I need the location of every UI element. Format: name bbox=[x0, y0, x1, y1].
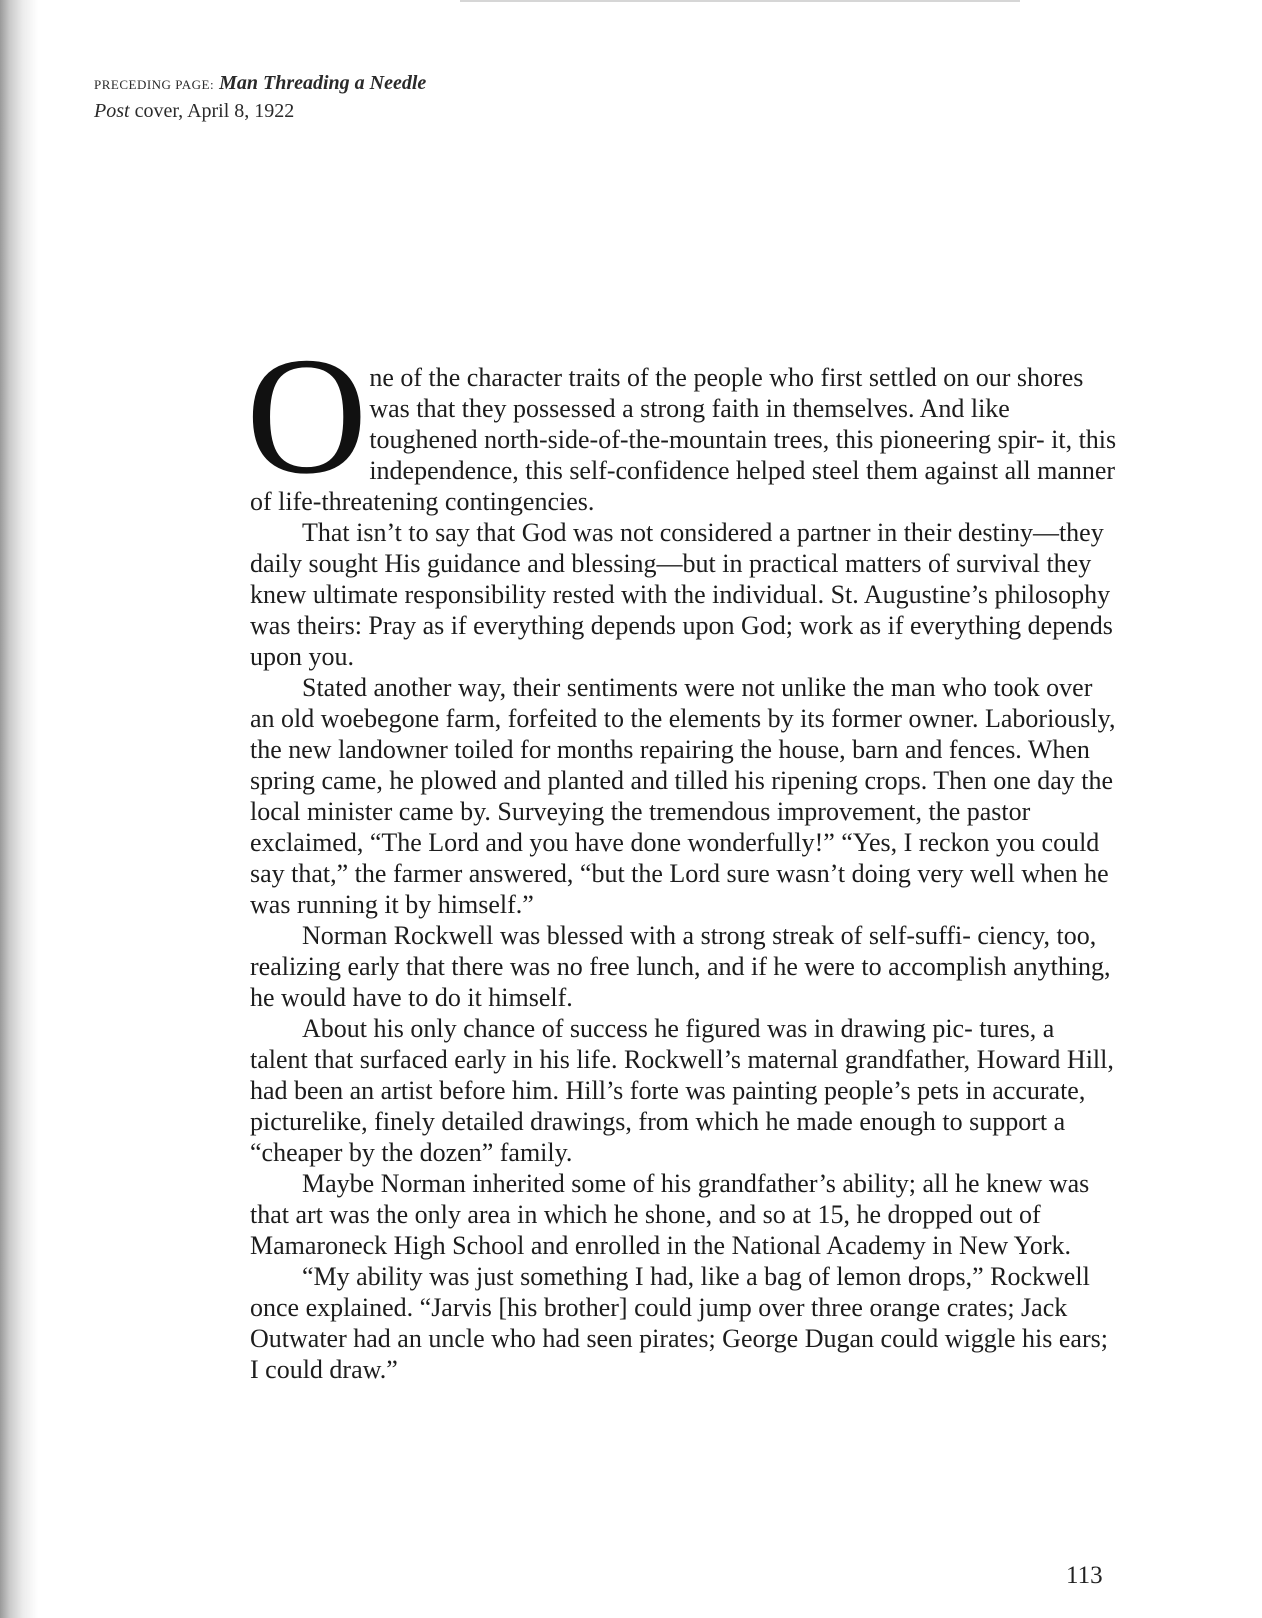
caption-publication: Post bbox=[94, 100, 130, 122]
dropcap-spacer bbox=[250, 284, 1118, 362]
paragraph-7: “My ability was just something I had, like a bag of lemon drops,” Rockwell once explained. “Jarvis [his brother] could jump over three orange crates; Jack Outwater had an uncle who had seen pirates; George Dugan could wiggle his ears; I could draw.” bbox=[250, 1262, 1108, 1384]
paragraph-5: About his only chance of success he figured was in drawing pic- tures, a talent that surfaced early in his life. Rockwell’s maternal grandfather, Howard Hill, had been an artist before him. Hill’s forte was painting people’s pets in accurate, picturelike, finely detailed drawings, from which he made enough to support a “cheaper by the dozen” family. bbox=[250, 1014, 1114, 1167]
caption-line-1 bbox=[94, 70, 426, 98]
top-edge-rule bbox=[460, 0, 1020, 2]
paragraph-4: Norman Rockwell was blessed with a strong streak of self-suffi- ciency, too, realizing early that there was no free lunch, and if he were to accomplish anything, he would have to do it himself. bbox=[250, 921, 1111, 1012]
paragraph-6: Maybe Norman inherited some of his grandfather’s ability; all he knew was that art was the only area in which he shone, and so at 15, he dropped out of Mamaroneck High School and enrolled in the National Academy in New York. bbox=[250, 1169, 1090, 1260]
binding-gutter-shadow bbox=[0, 0, 38, 1618]
caption-title: Man Threading a Needle bbox=[219, 72, 427, 94]
paragraph-2: That isn’t to say that God was not considered a partner in their destiny—they daily sought His guidance and blessing—but in practical matters of survival they knew ultimate responsibility rested with the individual. St. Augustine’s philosophy was theirs: Pray as if everything depends upon God; work as if everything depends upon you. bbox=[250, 518, 1113, 671]
article-body bbox=[246, 284, 1118, 1385]
image-caption bbox=[94, 70, 426, 124]
paragraph-1: ne of the character traits of the people who first settled on our shores was that they possessed a strong faith in themselves. And like toughened north-side-of-the-mountain trees, this pioneering spir- it, this independence, this self-confidence helped steel them against all manner of life-threatening contingencies. bbox=[250, 363, 1117, 516]
page-number: 113 bbox=[1066, 1562, 1103, 1589]
paragraph-3: Stated another way, their sentiments were not unlike the man who took over an old woebegone farm, forfeited to the elements by its former owner. Laboriously, the new landowner toiled for months repairing the house, barn and fences. When spring came, he plowed and planted and tilled his ripening crops. Then one day the local minister came by. Surveying the tremendous improvement, the pastor exclaimed, “The Lord and you have done wonderfully!” “Yes, I reckon you could say that,” the farmer answered, “but the Lord sure wasn’t doing very well when he was running it by himself.” bbox=[250, 673, 1116, 919]
caption-date: cover, April 8, 1922 bbox=[134, 100, 295, 122]
caption-line-2 bbox=[94, 98, 426, 124]
drop-cap: O bbox=[246, 323, 368, 509]
caption-label: PRECEDING PAGE: bbox=[94, 77, 215, 92]
